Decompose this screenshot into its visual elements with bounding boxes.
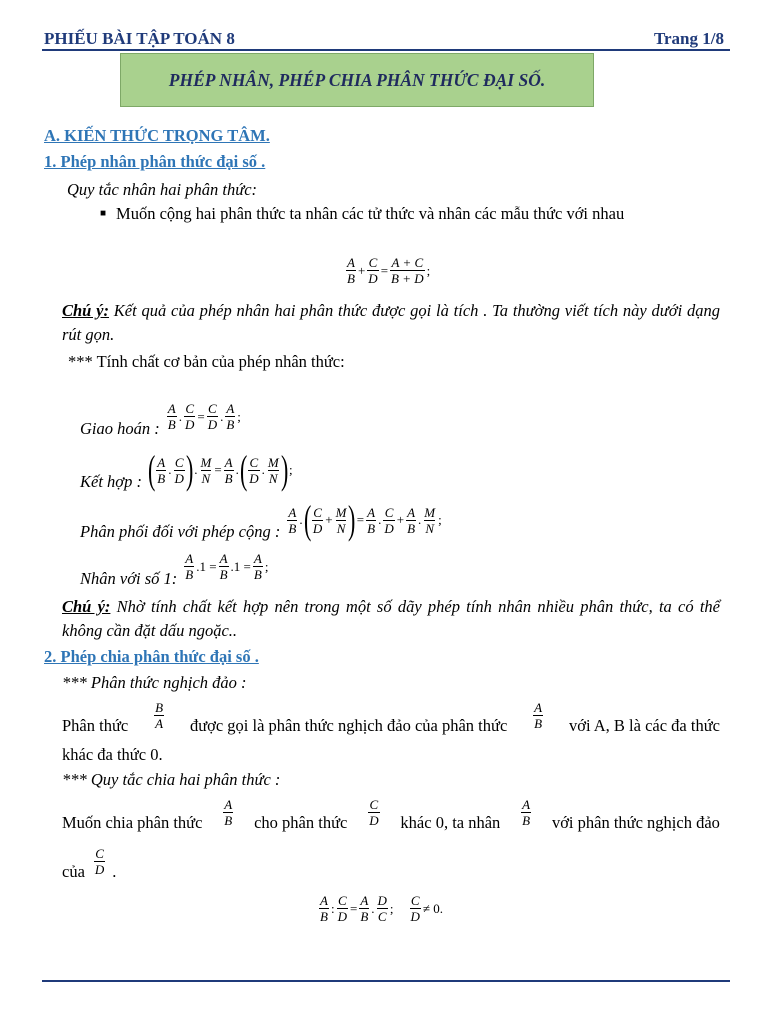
division-text-2: cho phân thức (254, 812, 348, 832)
properties-heading: *** Tính chất cơ bản của phép nhân thức: (68, 352, 345, 371)
section-heading-a: A. KIẾN THỨC TRỌNG TÂM. (44, 126, 270, 145)
multiplication-rule-label: Quy tắc nhân hai phân thức: (67, 180, 258, 199)
multiply-by-one-property: Nhân với số 1: $\frac{A}{B}$ .1 = $\frac{A}{B}$ .1 = $\frac{A}{B}$ ; (80, 551, 269, 582)
division-heading: *** Quy tắc chia hai phân thức : (62, 770, 281, 789)
title-box (120, 53, 594, 107)
inverse-paragraph-line1 (62, 700, 720, 735)
note-2-text: Nhờ tính chất kết hợp nên trong một số dãy phép tính nhân nhiều phân thức, ta có thể không cần đặt dấu ngoặc.. (62, 597, 720, 640)
note-1-text: Kết quả của phép nhân hai phân thức được gọi là tích . Ta thường viết tích này dưới dạng rút gọn. (62, 301, 720, 344)
subsection-heading-1: 1. Phép nhân phân thức đại số . (44, 152, 266, 171)
note-2 (62, 595, 720, 643)
page-title: PHÉP NHÂN, PHÉP CHIA PHÂN THỨC ĐẠI SỐ. (168, 69, 546, 90)
inverse-heading: *** Phân thức nghịch đảo : (62, 673, 247, 692)
commutative-property: Giao hoán : $\frac{A}{B}$ . $\frac{C}{D}$ = $\frac{C}{D}$ . $\frac{A}{B}$ ; (80, 401, 242, 432)
header-rule (42, 49, 730, 51)
inverse-text-2: được gọi là phân thức nghịch đảo của phân thức (189, 715, 508, 735)
division-text-1: Muốn chia phân thức (62, 812, 203, 832)
division-paragraph-line2 (62, 846, 117, 881)
division-text-4: với phân thức nghịch đảo (551, 812, 720, 832)
distributive-property: Phân phối đối với phép cộng : $\frac{A}{B}$ . ( $\frac{C}{D}$ + $\frac{M}{N}$ ) = $\frac{A}{B}$ . $\frac{C}{D}$ + $\frac{A}{B}$ . $\frac{M}{N}$ ; (80, 497, 442, 542)
inverse-text-1: Phân thức (62, 715, 129, 735)
division-text-5: của (62, 861, 85, 881)
footer-rule (42, 980, 730, 982)
multiplication-formula: $\frac{A}{B}$ + $\frac{C}{D}$ = $\frac{A + C}{B + D}$ ; (347, 255, 431, 286)
associative-property: Kết hợp : ( $\frac{A}{B}$ . $\frac{C}{D}$ ) . $\frac{M}{N}$ = $\frac{A}{B}$ . ( $\frac{C}{D}$ . $\frac{M}{N}$ ) ; (80, 447, 293, 492)
inverse-text-4: khác đa thức 0. (62, 745, 163, 764)
bullet-text: Muốn cộng hai phân thức ta nhân các tử thức và nhân các mẫu thức với nhau (116, 204, 625, 223)
header-left: PHIẾU BÀI TẬP TOÁN 8 (44, 29, 235, 48)
distributive-label: Phân phối đối với phép cộng : (80, 522, 281, 541)
bullet-item (100, 202, 624, 226)
note-1-label: Chú ý: (62, 301, 109, 320)
header-right: Trang 1/8 (653, 29, 724, 48)
commutative-label: Giao hoán : (80, 418, 160, 438)
division-fraction-c-over-d: $\frac{C}{D}$ (369, 797, 379, 828)
division-formula: $\frac{A}{B}$ : $\frac{C}{D}$ = $\frac{A}{B}$ . $\frac{D}{C}$ ; $\frac{C}{D}$ ≠ 0. (320, 893, 444, 924)
inverse-text-3: với A, B là các đa thức (568, 715, 720, 735)
note-1 (62, 299, 720, 347)
bullet-marker: ■ (100, 208, 107, 219)
division-text-6: . (112, 861, 117, 881)
division-text-3: khác 0, ta nhân (400, 812, 501, 832)
note-2-label: Chú ý: (62, 597, 111, 616)
division-fraction-a-over-b-2: $\frac{A}{B}$ (522, 797, 531, 828)
associative-label: Kết hợp : (80, 472, 142, 491)
division-fraction-c-over-d-2: $\frac{C}{D}$ (94, 846, 105, 877)
division-fraction-a-over-b: $\frac{A}{B}$ (224, 797, 233, 828)
subsection-heading-2: 2. Phép chia phân thức đại số . (44, 647, 259, 666)
division-paragraph-line1 (62, 797, 720, 832)
multiply-by-one-label: Nhân với số 1: (80, 568, 178, 588)
inverse-fraction-b-over-a: $\frac{B}{A}$ (155, 700, 164, 731)
inverse-fraction-a-over-b: $\frac{A}{B}$ (534, 700, 543, 731)
